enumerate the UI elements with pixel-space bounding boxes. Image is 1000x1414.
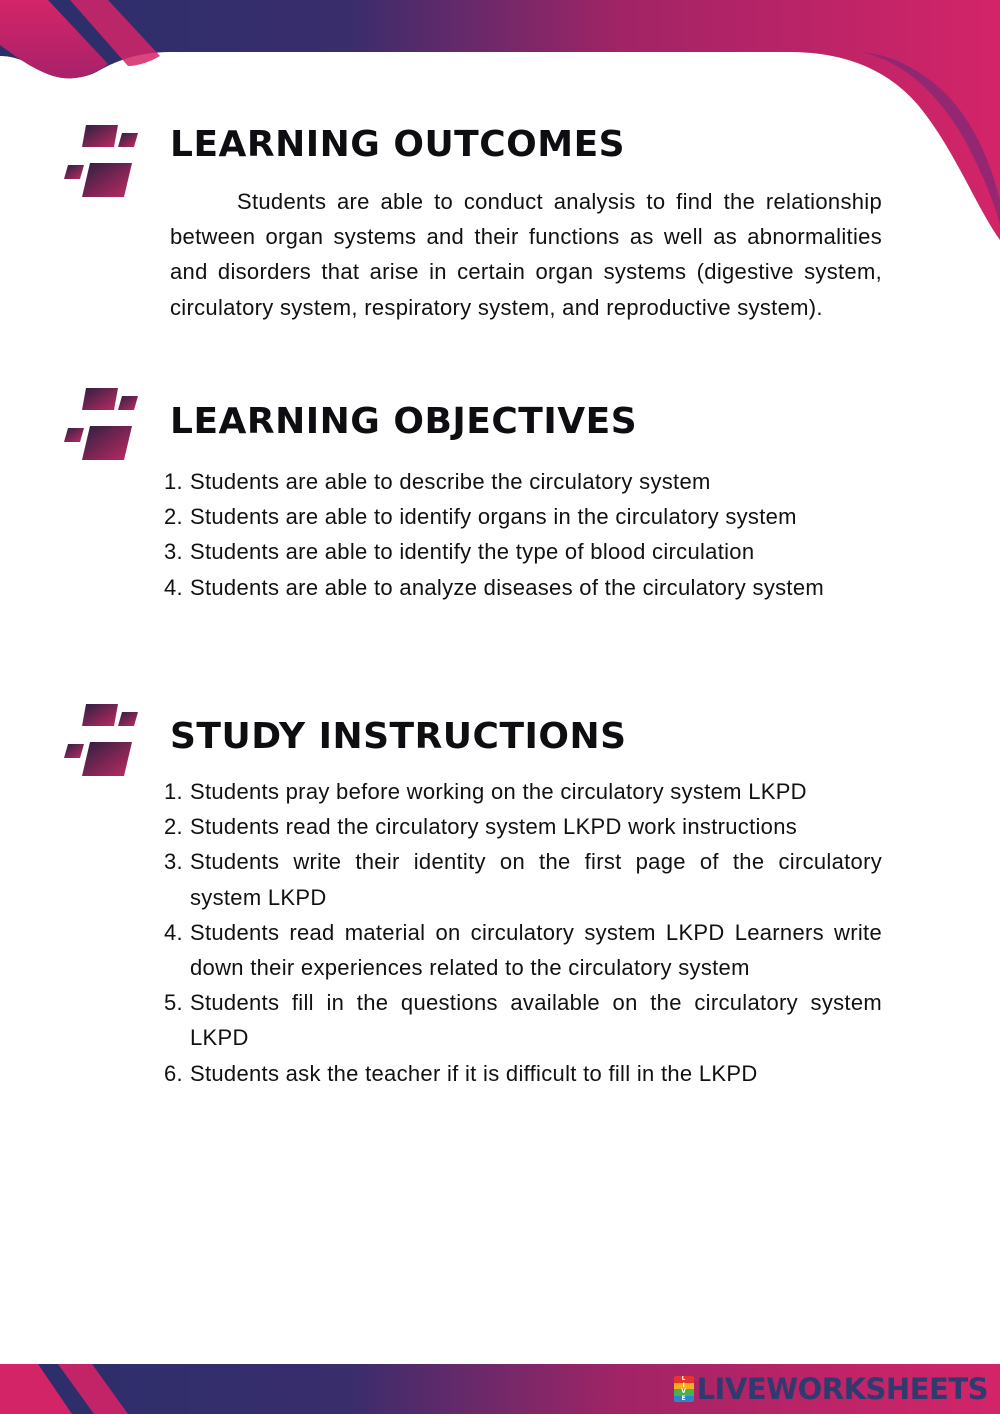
list-item-text: Students are able to identify the type of blood circulation xyxy=(190,539,755,565)
list-item xyxy=(164,915,882,985)
list-item xyxy=(164,985,882,1055)
list-item-text: Students are able to describe the circulatory system xyxy=(190,469,711,494)
list-item-text: Students write their identity on the first page of the circulatory system LKPD xyxy=(190,849,882,910)
list-item xyxy=(164,1056,882,1091)
list-item xyxy=(164,809,882,844)
section-title-instructions: STUDY INSTRUCTIONS xyxy=(170,716,627,757)
list-item xyxy=(164,464,882,499)
list-item-text: Students are able to analyze diseases of the circulatory system xyxy=(190,574,824,600)
list-item-text: Students read material on circulatory system LKPD Learners write down their experiences related to the circulatory system xyxy=(190,919,882,981)
list-item xyxy=(164,844,882,914)
list-number: 3. xyxy=(164,539,183,565)
list-item-text: Students fill in the questions available on the circulatory system LKPD xyxy=(190,990,882,1051)
brand-name: LIVEWORKSHEETS xyxy=(696,1372,988,1406)
instructions-list xyxy=(164,774,882,1091)
badge-letter: V xyxy=(674,1389,694,1396)
list-item xyxy=(164,534,882,569)
list-item-text: Students read the circulatory system LKPD work instructions xyxy=(190,814,798,840)
badge-letter: I xyxy=(674,1383,694,1390)
liveworksheets-badge-icon xyxy=(674,1376,694,1402)
list-item-text: Students pray before working on the circulatory system LKPD xyxy=(190,779,807,804)
tiles-icon xyxy=(64,125,138,201)
badge-letter: L xyxy=(674,1376,694,1383)
list-item-text: Students are able to identify organs in the circulatory system xyxy=(190,504,797,530)
tiles-icon xyxy=(64,704,138,780)
list-item xyxy=(164,499,882,534)
tiles-icon xyxy=(64,388,138,464)
section-title-objectives: LEARNING OBJECTIVES xyxy=(170,401,638,442)
badge-letter: E xyxy=(674,1396,694,1403)
outcomes-paragraph: Students are able to conduct analysis to find the relationship between organ systems and their functions as well as abnormalities and disorders that arise in certain organ systems (digestive system, circulatory system, respiratory system, and reproductive system). xyxy=(170,189,882,320)
liveworksheets-logo[interactable] xyxy=(674,1372,988,1406)
section-title-outcomes: LEARNING OUTCOMES xyxy=(170,124,626,165)
list-number: 1. xyxy=(164,469,183,494)
list-item-text: Students ask the teacher if it is difficult to fill in the LKPD xyxy=(190,1060,758,1086)
list-number: 3. xyxy=(164,849,183,875)
list-number: 5. xyxy=(164,990,183,1016)
list-number: 2. xyxy=(164,504,183,530)
list-item xyxy=(164,570,882,605)
list-item xyxy=(164,774,882,809)
objectives-list xyxy=(164,464,882,605)
list-number: 2. xyxy=(164,814,183,840)
list-number: 4. xyxy=(164,919,183,945)
list-number: 6. xyxy=(164,1060,183,1086)
list-number: 4. xyxy=(164,574,183,600)
list-number: 1. xyxy=(164,779,183,804)
